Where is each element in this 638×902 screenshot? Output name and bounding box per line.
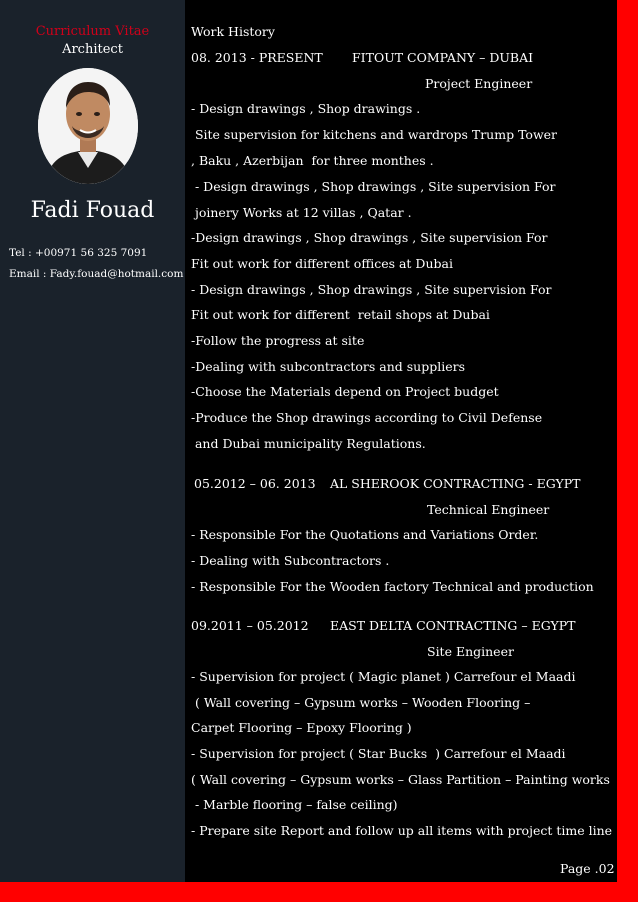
job-line: ( Wall covering – Gypsum works – Wooden Flooring –	[191, 695, 531, 710]
job-line: -Follow the progress at site	[191, 333, 365, 348]
job-line: Site supervision for kitchens and wardrops Trump Tower	[191, 127, 558, 142]
section-heading: Work History	[191, 24, 275, 39]
job-line: - Responsible For the Quotations and Variations Order.	[191, 527, 539, 542]
job-line: -Choose the Materials depend on Project budget	[191, 384, 499, 399]
job-line: -Dealing with subcontractors and suppliers	[191, 359, 465, 374]
job-dates: 05.2012 – 06. 2013	[194, 476, 316, 491]
job-dates: 09.2011 – 05.2012	[191, 618, 309, 633]
job-line: - Prepare site Report and follow up all items with project time line	[191, 823, 613, 838]
job-line: Fit out work for different offices at Dubai	[191, 256, 453, 271]
job-line: - Responsible For the Wooden factory Technical and production	[191, 579, 594, 594]
page-number: Page .02	[560, 861, 615, 876]
job-line: Fit out work for different retail shops at Dubai	[191, 307, 490, 322]
job-line: - Design drawings , Shop drawings , Site supervision For	[191, 179, 556, 194]
job-line: - Design drawings , Shop drawings .	[191, 101, 421, 116]
job-line: , Baku , Azerbijan for three monthes .	[191, 153, 434, 168]
bottom-accent-bar	[0, 882, 638, 902]
cv-title: Curriculum Vitae	[35, 24, 150, 39]
job-dates: 08. 2013 - PRESENT	[191, 50, 323, 65]
job-line: ( Wall covering – Gypsum works – Glass Partition – Painting works	[191, 772, 610, 787]
job-company: AL SHEROOK CONTRACTING - EGYPT	[330, 476, 581, 491]
job-line: - Supervision for project ( Star Bucks ) Carrefour el Maadi	[191, 746, 566, 761]
job-line: - Supervision for project ( Magic planet ) Carrefour el Maadi	[191, 669, 576, 684]
job-title: Technical Engineer	[427, 502, 550, 517]
job-line: - Design drawings , Shop drawings , Site supervision For	[191, 282, 552, 297]
job-title: Project Engineer	[425, 76, 533, 91]
job-line: and Dubai municipality Regulations.	[191, 436, 426, 451]
job-line: - Dealing with Subcontractors .	[191, 553, 390, 568]
right-accent-bar	[617, 0, 638, 902]
job-line: Carpet Flooring – Epoxy Flooring )	[191, 720, 412, 735]
profile-photo	[38, 68, 138, 184]
person-name: Fadi Fouad	[30, 198, 155, 223]
role-title: Architect	[62, 42, 123, 57]
job-company: FITOUT COMPANY – DUBAI	[352, 50, 534, 65]
job-title: Site Engineer	[427, 644, 514, 659]
phone-text: Tel : +00971 56 325 7091	[9, 247, 148, 259]
job-line: - Marble flooring – false ceiling)	[191, 797, 398, 812]
job-line: joinery Works at 12 villas , Qatar .	[191, 205, 412, 220]
email-text: Email : Fady.fouad@hotmail.com	[9, 268, 184, 280]
job-line: -Produce the Shop drawings according to Civil Defense	[191, 410, 543, 425]
job-company: EAST DELTA CONTRACTING – EGYPT	[330, 618, 576, 633]
job-line: -Design drawings , Shop drawings , Site supervision For	[191, 230, 548, 245]
